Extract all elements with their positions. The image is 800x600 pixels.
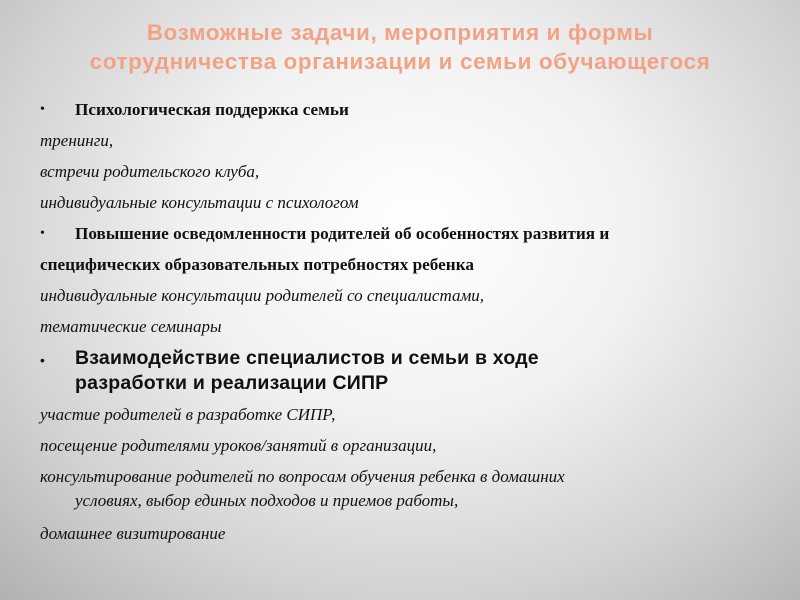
list-item: участие родителей в разработке СИПР, <box>40 405 336 424</box>
bullet-dot-icon: • <box>40 226 45 241</box>
list-item: индивидуальные консультации с психологом <box>40 193 359 212</box>
list-item: тренинги, <box>40 131 114 150</box>
slide-body <box>40 94 785 549</box>
slide-title-line-2: сотрудничества организации и семьи обучающегося <box>89 49 711 74</box>
bullet-specialist-cooperation <box>40 346 785 396</box>
slide-title <box>0 18 800 76</box>
bullet-dot-icon: • <box>40 102 45 117</box>
slide-title-line-1: Возможные задачи, мероприятия и формы <box>146 20 654 45</box>
list-item-multiline <box>40 465 785 513</box>
bullet-text-line-1: Повышение осведомленности родителей об особенностях развития и <box>75 224 610 243</box>
list-item: домашнее визитирование <box>40 524 226 543</box>
bullet-text-line-2: специфических образовательных потребностях ребенка <box>40 255 474 274</box>
bullet-psychological-support <box>40 94 785 125</box>
bullet-parent-awareness <box>40 218 785 280</box>
bullet-text-line-2: разработки и реализации СИПР <box>75 372 389 394</box>
bullet-dot-icon: • <box>40 352 46 368</box>
list-item: встречи родительского клуба, <box>40 162 260 181</box>
list-item: индивидуальные консультации родителей со специалистами, <box>40 286 485 305</box>
bullet-text-line-1: Взаимодействие специалистов и семьи в ходе <box>75 347 539 369</box>
list-item: посещение родителями уроков/занятий в организации, <box>40 436 437 455</box>
list-item-line-2: условиях, выбор единых подходов и приемов работы, <box>75 491 459 510</box>
list-item-line-1: консультирование родителей по вопросам обучения ребенка в домашних <box>40 467 565 486</box>
bullet-text: Психологическая поддержка семьи <box>75 100 349 119</box>
list-item: тематические семинары <box>40 317 222 336</box>
